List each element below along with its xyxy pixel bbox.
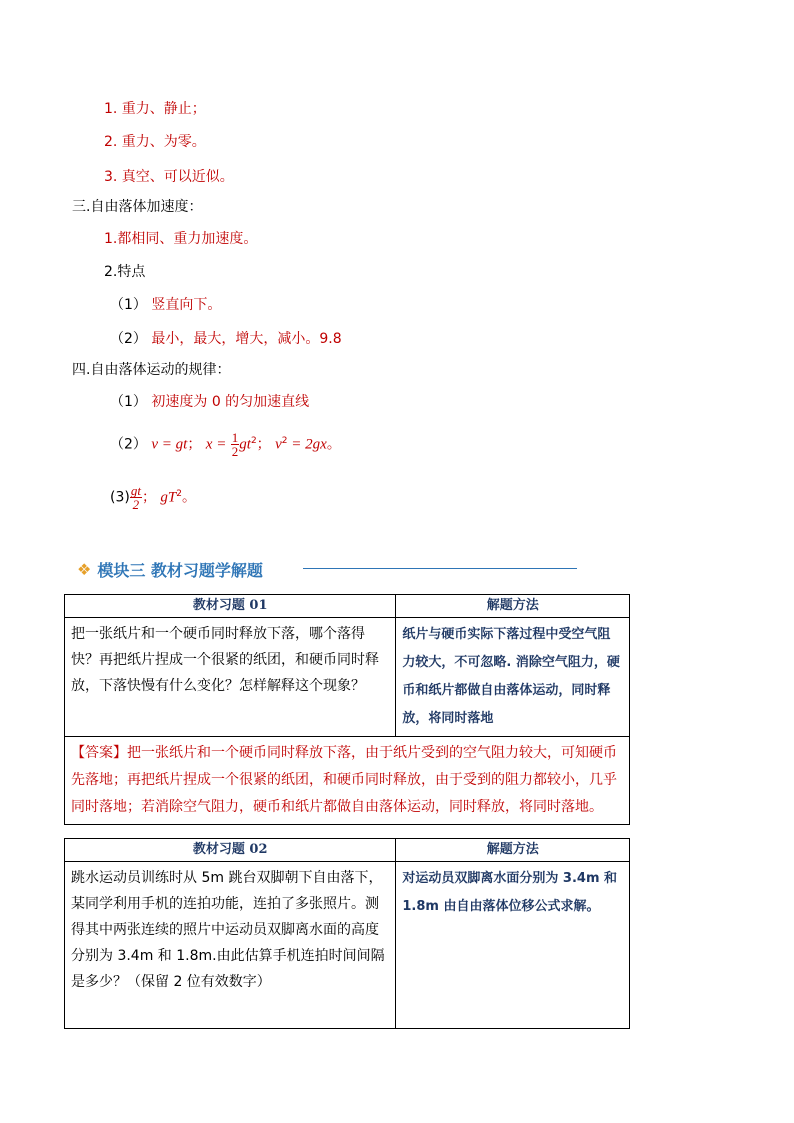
answer-tag: 【答案】 [71,745,127,761]
item-2 [104,133,206,151]
section-4-heading: 四.自由落体运动的规律： [72,362,231,378]
item-1 [104,100,206,118]
exercise-2-question: 跳水运动员训练时从 5m 跳台双脚朝下自由落下，某同学利用手机的连拍功能，连拍了多张照片。测得其中两张连续的照片中运动员双脚离水面的高度分别为 3.4m 和 1.8m.由此估算手机连拍时间间隔是多少？（保留 2 位有效数字） [65,862,396,1029]
formula-gt: gt [239,436,251,453]
item-3-text: 3. 真空、可以近似。 [104,169,234,185]
exercise-1-method-header: 解题方法 [396,595,630,618]
fraction-numerator: 1 [231,430,239,446]
section-3-heading: 三.自由落体加速度： [72,199,203,215]
formula-x-lhs: x = [205,436,227,453]
exercise-1-answer [65,737,630,825]
rule-2-sep-2: ； [256,436,271,453]
rule-1-text: 初速度为 0 的匀加速直线 [151,394,310,410]
exercise-2-table [64,838,630,1029]
module-header [77,558,263,580]
formula-velocity: v = gt [151,436,188,453]
exercise-1-question: 把一张纸片和一个硬币同时释放下落，哪个落得快？再把纸片捏成一个很紧的纸团，和硬币同时释放，下落快慢有什么变化？怎样解释这个现象？ [65,618,396,737]
feature-1-text: 竖直向下。 [151,297,222,313]
rule-2-end: 。 [326,436,341,453]
rule-2-num: （2） [110,436,147,453]
double-diamond-icon: ❖ [77,559,92,579]
rule-3: (3) $\frac{gt}{2}$ ； $gT^2$。 [110,483,196,513]
item-3 [104,168,234,186]
rule-3-sep: ； [141,489,156,506]
fraction-gt-over-2 [130,484,142,511]
exercise-1-method: 纸片与硬币实际下落过程中受空气阻力较大，不可忽略. 消除空气阻力，硬币和纸片都做自由落体运动，同时释放，将同时落地 [396,618,630,737]
rule-1-num: （1） [110,394,147,410]
rule-3-end: 。 [182,489,196,506]
rule-3-num: (3) [110,489,130,506]
fraction-one-half [231,431,240,458]
exercise-2-header: 教材习题 02 [65,839,396,862]
formula-2gx: = 2gx [287,436,327,453]
rule-2: （2） v = gt； x = $\frac{1}{2}$ $gt^2$； $v^2 = 2gx$。 [110,430,341,460]
rule-1 [110,393,309,411]
formula-v2: v [275,436,282,453]
rule-2-sep-1: ； [187,436,202,453]
feature-1 [110,296,221,314]
fraction-denominator: 2 [132,497,140,513]
module-divider [303,568,577,569]
item-2-text: 2. 重力、为零。 [104,134,206,150]
feature-2-text: 最小，最大，增大，减小。9.8 [151,331,342,347]
accel-item-2: 2.特点 [104,264,146,280]
fraction-numerator: gt [130,483,141,499]
exercise-1-table [64,594,630,825]
module-title: 模块三 教材习题学解题 [97,560,263,580]
feature-2 [110,330,342,348]
formula-gT: gT [160,489,177,506]
exercise-2-method-header: 解题方法 [396,839,630,862]
feature-1-num: （1） [110,297,147,313]
accel-item-1: 1.都相同、重力加速度。 [104,231,258,247]
answer-text: 把一张纸片和一个硬币同时释放下落，由于纸片受到的空气阻力较大，可知硬币先落地；再把纸片捏成一个很紧的纸团，和硬币同时释放，由于受到的阻力都较小，几乎同时落地；若消除空气阻力，硬币和纸片都做自由落体运动，同时释放，将同时落地。 [71,745,617,815]
exercise-2-method: 对运动员双脚离水面分别为 3.4m 和 1.8m 由自由落体位移公式求解。 [396,862,630,1029]
fraction-denominator: 2 [231,444,239,460]
feature-2-num: （2） [110,331,147,347]
item-1-text: 1. 重力、静止； [104,101,206,117]
exercise-1-header: 教材习题 01 [65,595,396,618]
